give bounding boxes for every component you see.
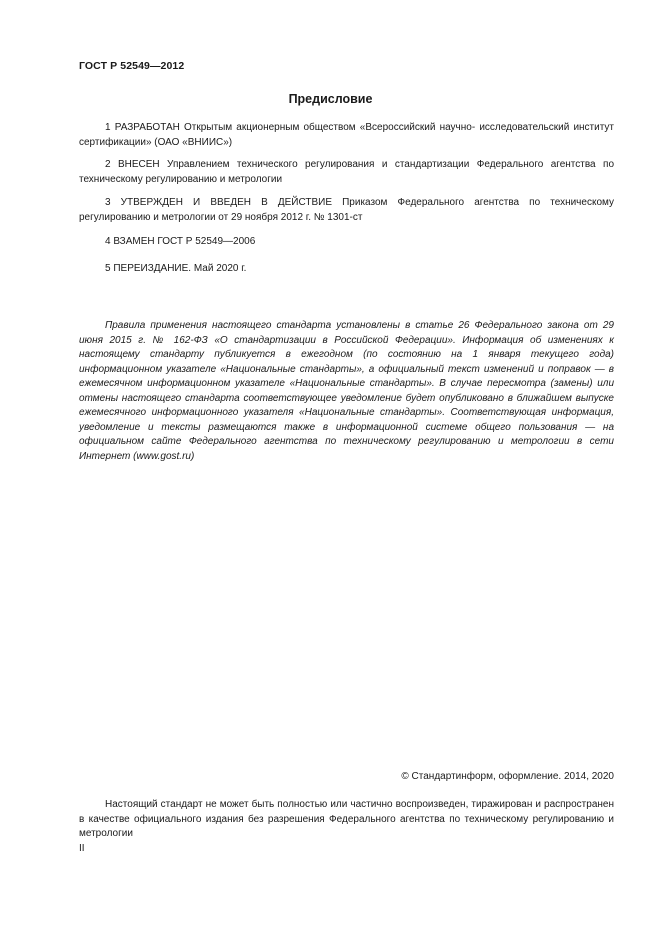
reproduction-notice: Настоящий стандарт не может быть полностью или частично воспроизведен, тиражирован и распространен в качестве официального издания без разрешения Федерального агентства по техническому регулированию и метрологии	[79, 799, 614, 839]
page-number: II	[79, 843, 85, 854]
page-title: Предисловие	[288, 92, 373, 106]
standard-code-header: ГОСТ Р 52549—2012	[79, 60, 185, 72]
copyright-line: © Стандартинформ, оформление. 2014, 2020	[401, 771, 614, 782]
foreword-item-2: 2 ВНЕСЕН Управлением технического регулирования и стандартизации Федерального агентства по техническому регулированию и метрологии	[79, 159, 614, 185]
foreword-item-5: 5 ПЕРЕИЗДАНИЕ. Май 2020 г.	[105, 263, 247, 274]
application-rules-notice: Правила применения настоящего стандарта установлены в статье 26 Федерального закона от 29 июня 2015 г. № 162-ФЗ «О стандартизации в Российской Федерации». Информация об изменениях к настоящему стандарту публикуется в ежегодном (по состоянию на 1 января текущего года) информационном указателе «Национальные стандарты», а официальный текст изменений и поправок — в ежемесячном информационном указателе «Национальные стандарты». В случае пересмотра (замены) или отмены настоящего стандарта соответствующее уведомление будет опубликовано в ближайшем выпуске ежемесячного информационного указателя «Национальные стандарты». Соответствующая информация, уведомление и тексты размещаются также в информационной системе общего пользования — на официальном сайте Федерального агентства по техническому регулированию и метрологии в сети Интернет (www.gost.ru)	[79, 320, 614, 462]
foreword-item-3: 3 УТВЕРЖДЕН И ВВЕДЕН В ДЕЙСТВИЕ Приказом Федерального агентства по техническому регулированию и метрологии от 29 ноября 2012 г. № 1301-ст	[79, 197, 614, 223]
foreword-item-1: 1 РАЗРАБОТАН Открытым акционерным обществом «Всероссийский научно- исследовательский институт сертификации» (ОАО «ВНИИС»)	[79, 122, 614, 148]
foreword-item-4: 4 ВЗАМЕН ГОСТ Р 52549—2006	[105, 236, 256, 247]
